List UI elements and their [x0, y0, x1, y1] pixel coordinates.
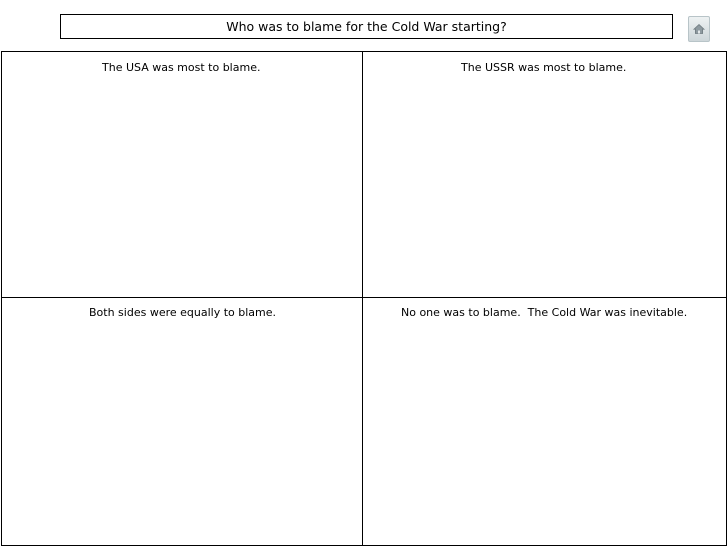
cell-both-blame[interactable]	[2, 298, 363, 545]
cell-label: The USA was most to blame.	[102, 61, 261, 74]
cell-usa-blame[interactable]	[2, 52, 363, 298]
cell-label: Both sides were equally to blame.	[89, 306, 277, 319]
page-title	[60, 14, 673, 39]
cell-no-one-blame[interactable]	[363, 298, 726, 545]
cell-label: The USSR was most to blame.	[461, 61, 627, 74]
cell-label: No one was to blame. The Cold War was inevitable.	[401, 306, 688, 319]
answer-grid	[1, 51, 727, 546]
home-icon	[693, 23, 705, 35]
cell-ussr-blame[interactable]	[363, 52, 726, 298]
question-text: Who was to blame for the Cold War starting?	[226, 19, 507, 34]
home-button[interactable]	[688, 16, 710, 42]
